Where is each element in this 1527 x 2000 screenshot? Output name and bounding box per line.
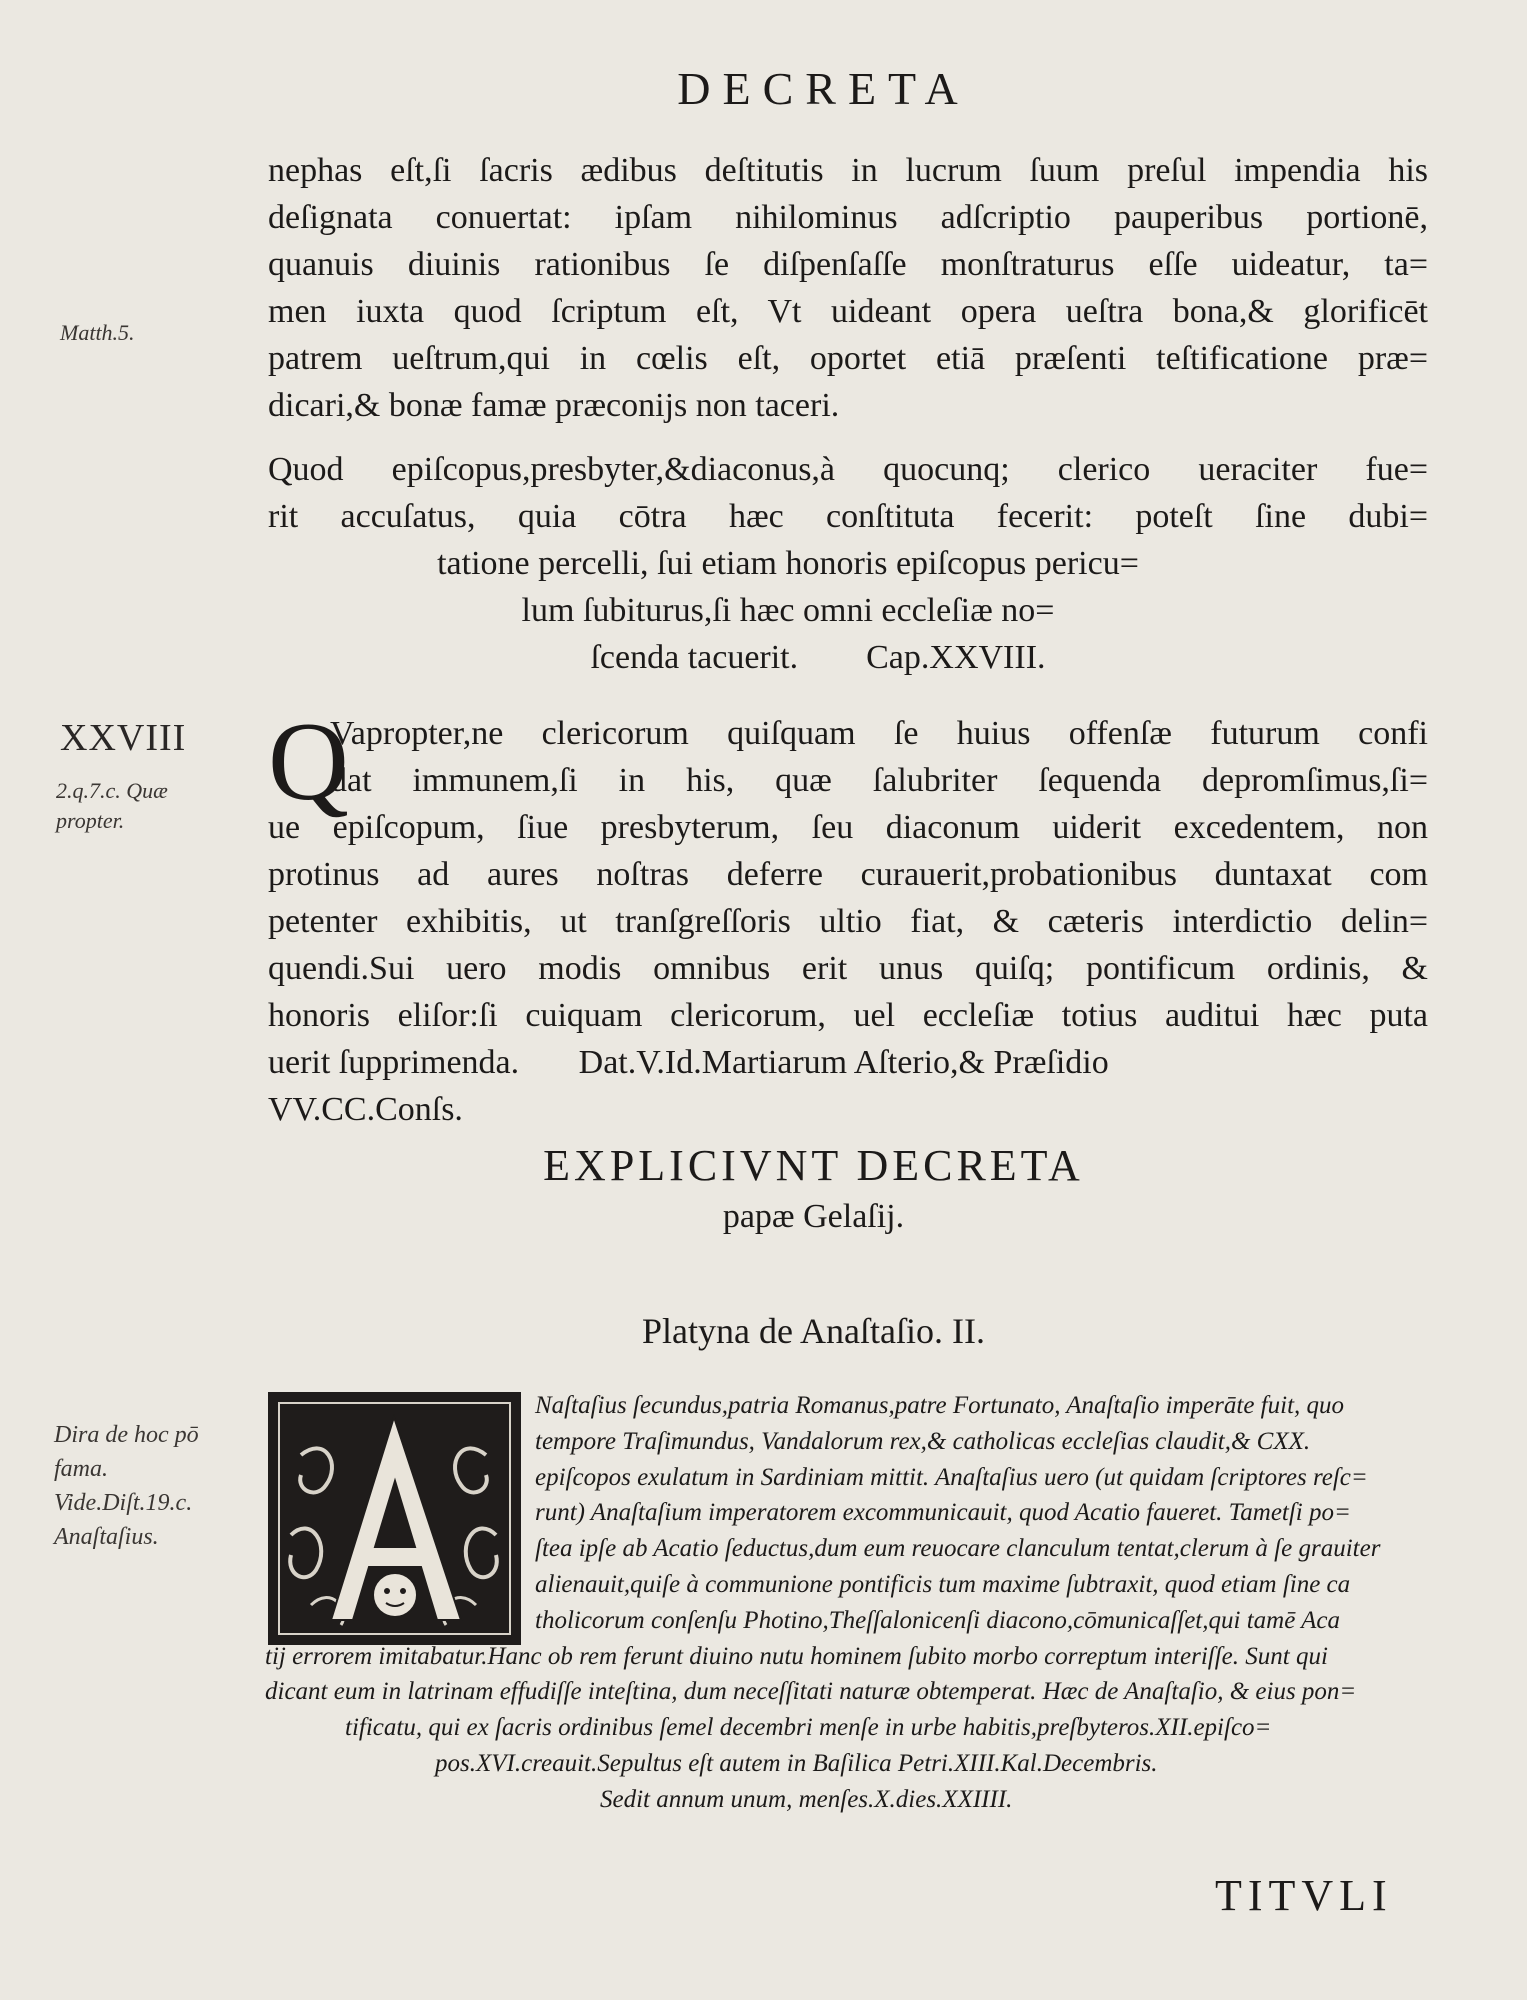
text-line: men iuxta quod ſcriptum eſt, Vt uideant opera ueſtra bona,& glorificēt (268, 293, 1428, 330)
italic-line: epiſcopos exulatum in Sardiniam mittit. Anaſtaſius uero (ut quidam ſcriptores reſc= (535, 1463, 1368, 1491)
margin-note-line: Dira de hoc pō (54, 1422, 199, 1448)
rubric-line: ſcenda tacuerit. Cap.XXVIII. (590, 639, 1046, 676)
text-line: quendi.Sui uero modis omnibus erit unus quiſq; pontificum ordinis, & (268, 950, 1428, 987)
italic-line: pos.XVI.creauit.Sepultus eſt autem in Baſilica Petri.XIII.Kal.Decembris. (435, 1749, 1158, 1777)
chapter-text (268, 700, 1428, 1133)
margin-note-reference (56, 776, 168, 836)
text-line: dat immunem,ſi in his, quæ ſalubriter ſequenda depromſimus,ſi= (330, 762, 1428, 799)
catchword: TITVLI (1215, 1871, 1393, 1920)
margin-chapter-number: XXVIII (60, 717, 187, 759)
margin-note-line: fama. (54, 1456, 108, 1482)
margin-note-matthew: Matth.5. (60, 320, 135, 345)
drop-cap: Q (268, 700, 349, 824)
margin-note-anastasius (54, 1418, 199, 1554)
italic-line: tij errorem imitabatur.Hanc ob rem ferunt diuino nutu hominem ſubito morbo correptum interiſſe. Sunt qui (265, 1642, 1328, 1670)
margin-note-line: Vide.Diſt.19.c. (54, 1490, 193, 1516)
italic-line: Naſtaſius ſecundus,patria Romanus,patre Fortunato, Anaſtaſio imperāte fuit, quo (535, 1392, 1345, 1419)
rubric-line: lum ſubiturus,ſi hæc omni eccleſiæ no= (521, 592, 1055, 629)
paragraph-continuation (268, 147, 1428, 429)
rubric-line: rit accuſatus, quia cōtra hæc conſtituta fecerit: poteſt ſine dubi= (268, 498, 1428, 535)
italic-line: ſtea ipſe ab Acatio ſeductus,dum eum reuocare clanculum tentat,clerum à ſe grauiter (535, 1535, 1381, 1563)
rubric-line: Quod epiſcopus,presbyter,&diaconus,à quocunq; clerico ueraciter fue= (268, 451, 1428, 488)
italic-line: alienauit,quiſe à communione pontificis tum maxime ſubtraxit, quod etiam ſine ca (535, 1570, 1351, 1598)
margin-note-line: 2.q.7.c. Quæ (56, 778, 168, 803)
text-line: ue epiſcopum, ſiue presbyterum, ſeu diaconum uiderit excedentem, non (268, 809, 1428, 846)
text-line: Vapropter,ne clericorum quiſquam ſe huius offenſæ futurum confi (330, 715, 1428, 752)
text-line: nephas eſt,ſi ſacris ædibus deſtitutis in lucrum ſuum preſul impendia his (268, 152, 1428, 189)
italic-line: Sedit annum unum, menſes.X.dies.XXIIII. (600, 1785, 1013, 1813)
margin-note-line: propter. (56, 808, 125, 833)
text-line: honoris eliſor:ſi cuiquam clericorum, uel eccleſiæ totius auditui hæc puta (268, 997, 1428, 1034)
rubric-line: tatione percelli, ſui etiam honoris epiſcopus pericu= (437, 545, 1139, 582)
text-line: deſignata conuertat: ipſam nihilominus adſcriptio pauperibus portionē, (268, 199, 1428, 236)
text-line: quanuis diuinis rationibus ſe diſpenſaſſe monſtraturus eſſe uideatur, ta= (268, 246, 1428, 283)
text-line: VV.CC.Conſs. (268, 1091, 463, 1128)
chapter-rubric (268, 446, 1428, 681)
italic-line: dicant eum in latrinam effudiſſe inteſtina, dum neceſſitati naturæ obtemperat. Hæc de Anaſtaſio, & eius pon= (265, 1678, 1357, 1706)
text-line: dicari,& bonæ famæ præconijs non taceri. (268, 387, 840, 424)
margin-note-line: Anaſtaſius. (54, 1524, 159, 1550)
text-line: uerit ſupprimenda. Dat.V.Id.Martiarum Aſterio,& Præſidio (268, 1044, 1109, 1081)
explicit-subheading: papæ Gelaſij. (722, 1198, 905, 1235)
text-line: patrem ueſtrum,qui in cœlis eſt, oportet etiā præſenti teſtificatione præ= (268, 340, 1428, 377)
section-heading: Platyna de Anaſtaſio. II. (642, 1311, 985, 1351)
platyna-text (265, 1388, 1427, 1818)
italic-line: runt) Anaſtaſium imperatorem excommunicauit, quod Acatio faueret. Tametſi po= (535, 1499, 1351, 1527)
italic-line: tificatu, qui ex ſacris ordinibus ſemel decembri menſe in urbe habitis,preſbyteros.XII.epiſco= (345, 1714, 1272, 1742)
italic-line: tholicorum conſenſu Photino,Theſſalonicenſi diacono,cōmunicaſſet,qui tamē Aca (535, 1606, 1340, 1634)
text-line: protinus ad aures noſtras deferre curauerit,probationibus duntaxat com (268, 856, 1428, 893)
italic-line: tempore Traſimundus, Vandalorum rex,& catholicas eccleſias claudit,& CXX. (535, 1427, 1311, 1455)
explicit-heading: EXPLICIVNT DECRETA (543, 1141, 1084, 1190)
running-title: DECRETA (677, 63, 970, 114)
text-line: petenter exhibitis, ut tranſgreſſoris ultio fiat, & cæteris interdictio delin= (268, 903, 1428, 940)
